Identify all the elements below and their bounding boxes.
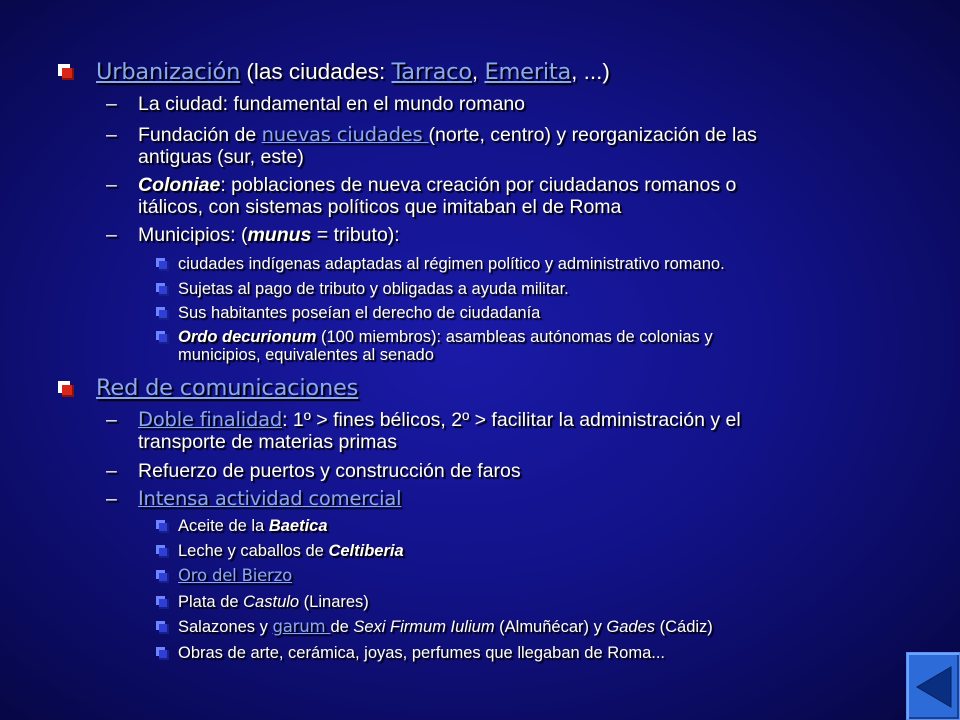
item-italic: Castulo (243, 593, 300, 611)
dash: – (106, 174, 117, 196)
sub-bullet-icon (156, 331, 169, 344)
item-text: (Almuñécar) y (494, 618, 607, 636)
separator: , (471, 59, 485, 84)
sub-item (178, 618, 713, 636)
item-bold: Ordo decurionum (178, 328, 317, 346)
dash: – (106, 224, 117, 246)
link-red-comunicaciones[interactable]: Red de comunicaciones (96, 375, 359, 401)
dash: – (106, 409, 117, 431)
bullet-square-icon (58, 381, 74, 397)
sub-bullet-icon (156, 545, 169, 558)
item-bold: munus (247, 224, 312, 246)
sub-bullet-icon (156, 307, 169, 320)
back-arrow-icon (915, 665, 953, 709)
heading-text: (las ciudades: (240, 59, 392, 84)
heading-text-end: , ...) (571, 59, 610, 84)
link-garum[interactable]: garum (272, 617, 331, 636)
list-item (106, 487, 402, 510)
item-text: : 1º > fines bélicos, 2º > facilitar la administración y el (282, 409, 741, 431)
list-item (106, 408, 741, 453)
item-text: Plata de (178, 593, 244, 611)
heading-urbanizacion (96, 59, 610, 85)
sub-item (178, 517, 328, 535)
item-text: (norte, centro) y reorganización de las (428, 124, 757, 146)
item-text: itálicos, con sistemas políticos que imitaban el de Roma (138, 196, 622, 218)
item-text: La ciudad: fundamental en el mundo romano (138, 93, 526, 115)
item-bold: Coloniae (138, 174, 221, 196)
link-oro-bierzo[interactable]: Oro del Bierzo (178, 566, 292, 585)
item-text: de (330, 618, 354, 636)
back-button[interactable] (906, 652, 960, 720)
item-bold: Baetica (268, 517, 328, 535)
link-tarraco[interactable]: Tarraco (391, 59, 472, 85)
sub-item (178, 542, 404, 560)
item-text: Leche y caballos de (178, 542, 329, 560)
sub-item (178, 567, 292, 585)
dash: – (106, 93, 117, 115)
item-text: Aceite de la (178, 517, 269, 535)
item-text: (Linares) (299, 593, 369, 611)
link-doble-finalidad[interactable]: Doble finalidad (138, 408, 283, 431)
item-text: Refuerzo de puertos y construcción de faros (138, 460, 521, 482)
sub-item: Sujetas al pago de tributo y obligadas a ayuda militar. (178, 280, 569, 298)
sub-bullet-icon (156, 258, 169, 271)
sub-item: Obras de arte, cerámica, joyas, perfumes que llegaban de Roma... (178, 644, 665, 662)
item-text: Fundación de (138, 124, 262, 146)
dash: – (106, 488, 117, 510)
bullet-square-icon (58, 64, 74, 80)
dash: – (106, 124, 117, 146)
link-nuevas-ciudades[interactable]: nuevas ciudades (261, 123, 429, 146)
sub-bullet-icon (156, 621, 169, 634)
item-italic: Gades (606, 618, 656, 636)
item-italic: Sexi Firmum Iulium (353, 618, 495, 636)
sub-bullet-icon (156, 647, 169, 660)
item-bold: Celtiberia (328, 542, 404, 560)
item-text: (Cádiz) (655, 618, 713, 636)
sub-item: Sus habitantes poseían el derecho de ciudadanía (178, 304, 541, 322)
sub-item (178, 593, 369, 611)
item-text: Salazones y (178, 618, 273, 636)
list-item (106, 174, 737, 218)
item-text: = tributo): (311, 224, 400, 246)
item-text: (100 miembros): asambleas autónomas de colonias y (316, 328, 713, 346)
item-text: municipios, equivalentes al senado (178, 346, 434, 364)
item-text: transporte de materias primas (138, 431, 398, 453)
sub-item (178, 328, 713, 364)
sub-item: ciudades indígenas adaptadas al régimen político y administrativo romano. (178, 255, 725, 273)
heading-red (96, 375, 358, 401)
sub-bullet-icon (156, 520, 169, 533)
link-actividad-comercial[interactable]: Intensa actividad comercial (138, 487, 402, 510)
link-emerita[interactable]: Emerita (484, 59, 572, 85)
link-urbanizacion[interactable]: Urbanización (96, 59, 241, 85)
item-text: antiguas (sur, este) (138, 146, 304, 168)
sub-bullet-icon (156, 570, 169, 583)
list-item (106, 93, 526, 115)
list-item (106, 460, 521, 482)
item-text: Municipios: ( (138, 224, 248, 246)
list-item (106, 123, 757, 168)
dash: – (106, 460, 117, 482)
sub-bullet-icon (156, 283, 169, 296)
list-item (106, 224, 400, 246)
item-text: : poblaciones de nueva creación por ciudadanos romanos o (220, 174, 737, 196)
sub-bullet-icon (156, 596, 169, 609)
